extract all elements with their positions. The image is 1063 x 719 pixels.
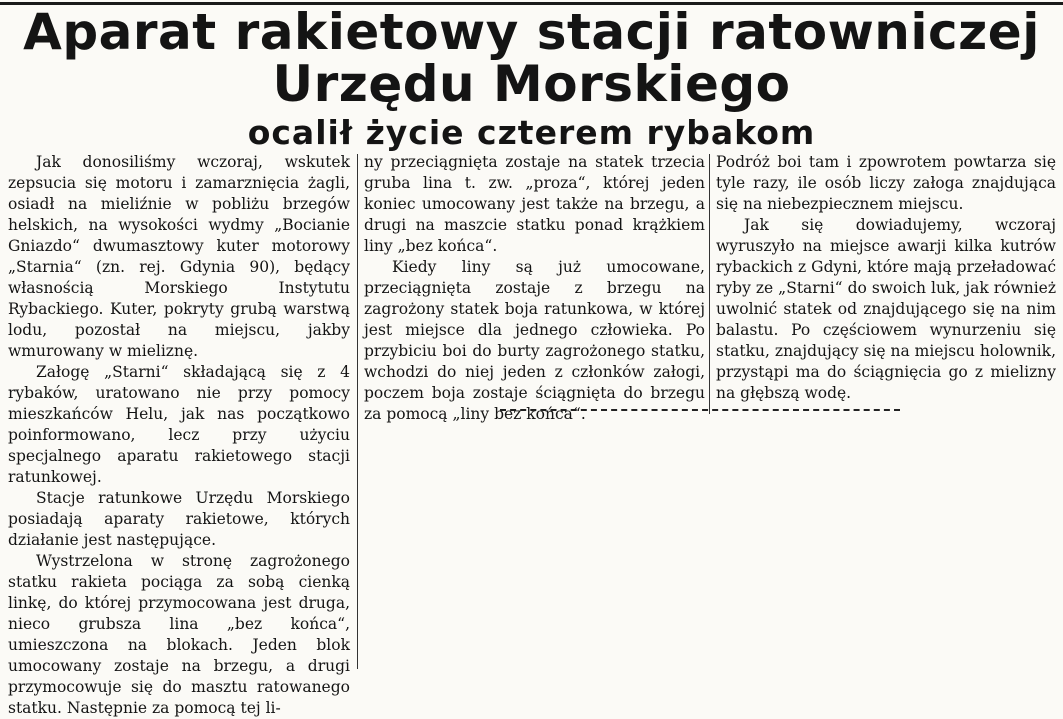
paragraph: Stacje ratunkowe Urzędu Morskiego posiadają aparaty rakietowe, których działanie jest następujące. (8, 489, 350, 549)
article-column-2 (364, 152, 705, 425)
subheadline: ocalił życie czterem rybakom (247, 113, 816, 152)
headline-line-1: Aparat rakietowy stacji ratowniczej (23, 3, 1040, 61)
article-column-3 (716, 152, 1056, 404)
paragraph: Podróż boi tam i zpowrotem powtarza się tyle razy, ile osób liczy załoga znajdująca się na niebezpiecznem miejscu. (716, 153, 1056, 213)
paragraph: ny przeciągnięta zostaje na statek trzecia gruba lina t. zw. „proza“, której jeden koniec umocowany jest także na brzegu, a drugi na maszcie statku ponad krążkiem liny „bez końca“. (364, 153, 705, 255)
headline-line-2: Urzędu Morskiego (272, 55, 791, 113)
column-divider (709, 154, 710, 414)
paragraph: Wystrzelona w stronę zagrożonego statku rakieta pociąga za sobą cienką linkę, do której przymocowana jest druga, nieco grubsza lina „bez końca“, umieszczona na blokach. Jeden blok umocowany zostaje na brzegu, a drugi przymocowuje się do masztu ratowanego statku. Następnie za pomocą tej li- (8, 552, 350, 717)
paragraph: Załogę „Starni“ składającą się z 4 rybaków, uratowano nie przy pomocy mieszkańców Helu, jak nas początkowo poinformowano, lecz przy użyciu specjalnego aparatu rakietowego stacji ratunkowej. (8, 363, 350, 486)
article-column-1 (8, 152, 350, 719)
article-end-rule (500, 409, 900, 411)
headline (0, 3, 1063, 113)
column-divider (357, 154, 358, 669)
paragraph: Jak się dowiadujemy, wczoraj wyruszyło na miejsce awarji kilka kutrów rybackich z Gdyni, które mają przeładować ryby ze „Starni“ do swoich luk, jak również uwolnić statek od znajdującego się na nim balastu. Po częściowem wynurzeniu się statku, znajdujący się na miejscu holownik, przystąpi ma do ściągnięcia go z mielizny na głębszą wodę. (716, 216, 1056, 402)
paragraph: Jak donosiliśmy wczoraj, wskutek zepsucia się motoru i zamarznięcia żagli, osiadł na mieliźnie w pobliżu brzegów helskich, na wysokości wydmy „Bocianie Gniazdo“ dwumasztowy kuter motorowy „Starnia“ (zn. rej. Gdynia 90), będący własnością Morskiego Instytutu Rybackiego. Kuter, pokryty grubą warstwą lodu, pozostał na miejscu, jakby wmurowany w mieliznę. (8, 153, 350, 360)
paragraph: Kiedy liny są już umocowane, przeciągnięta zostaje z brzegu na zagrożony statek boja ratunkowa, w której jest miejsce dla jednego człowieka. Po przybiciu boi do burty zagrożonego statku, wchodzi do niej jeden z członków załogi, poczem boja zostaje ściągnięta do brzegu za pomocą „liny bez końca“. (364, 258, 705, 423)
